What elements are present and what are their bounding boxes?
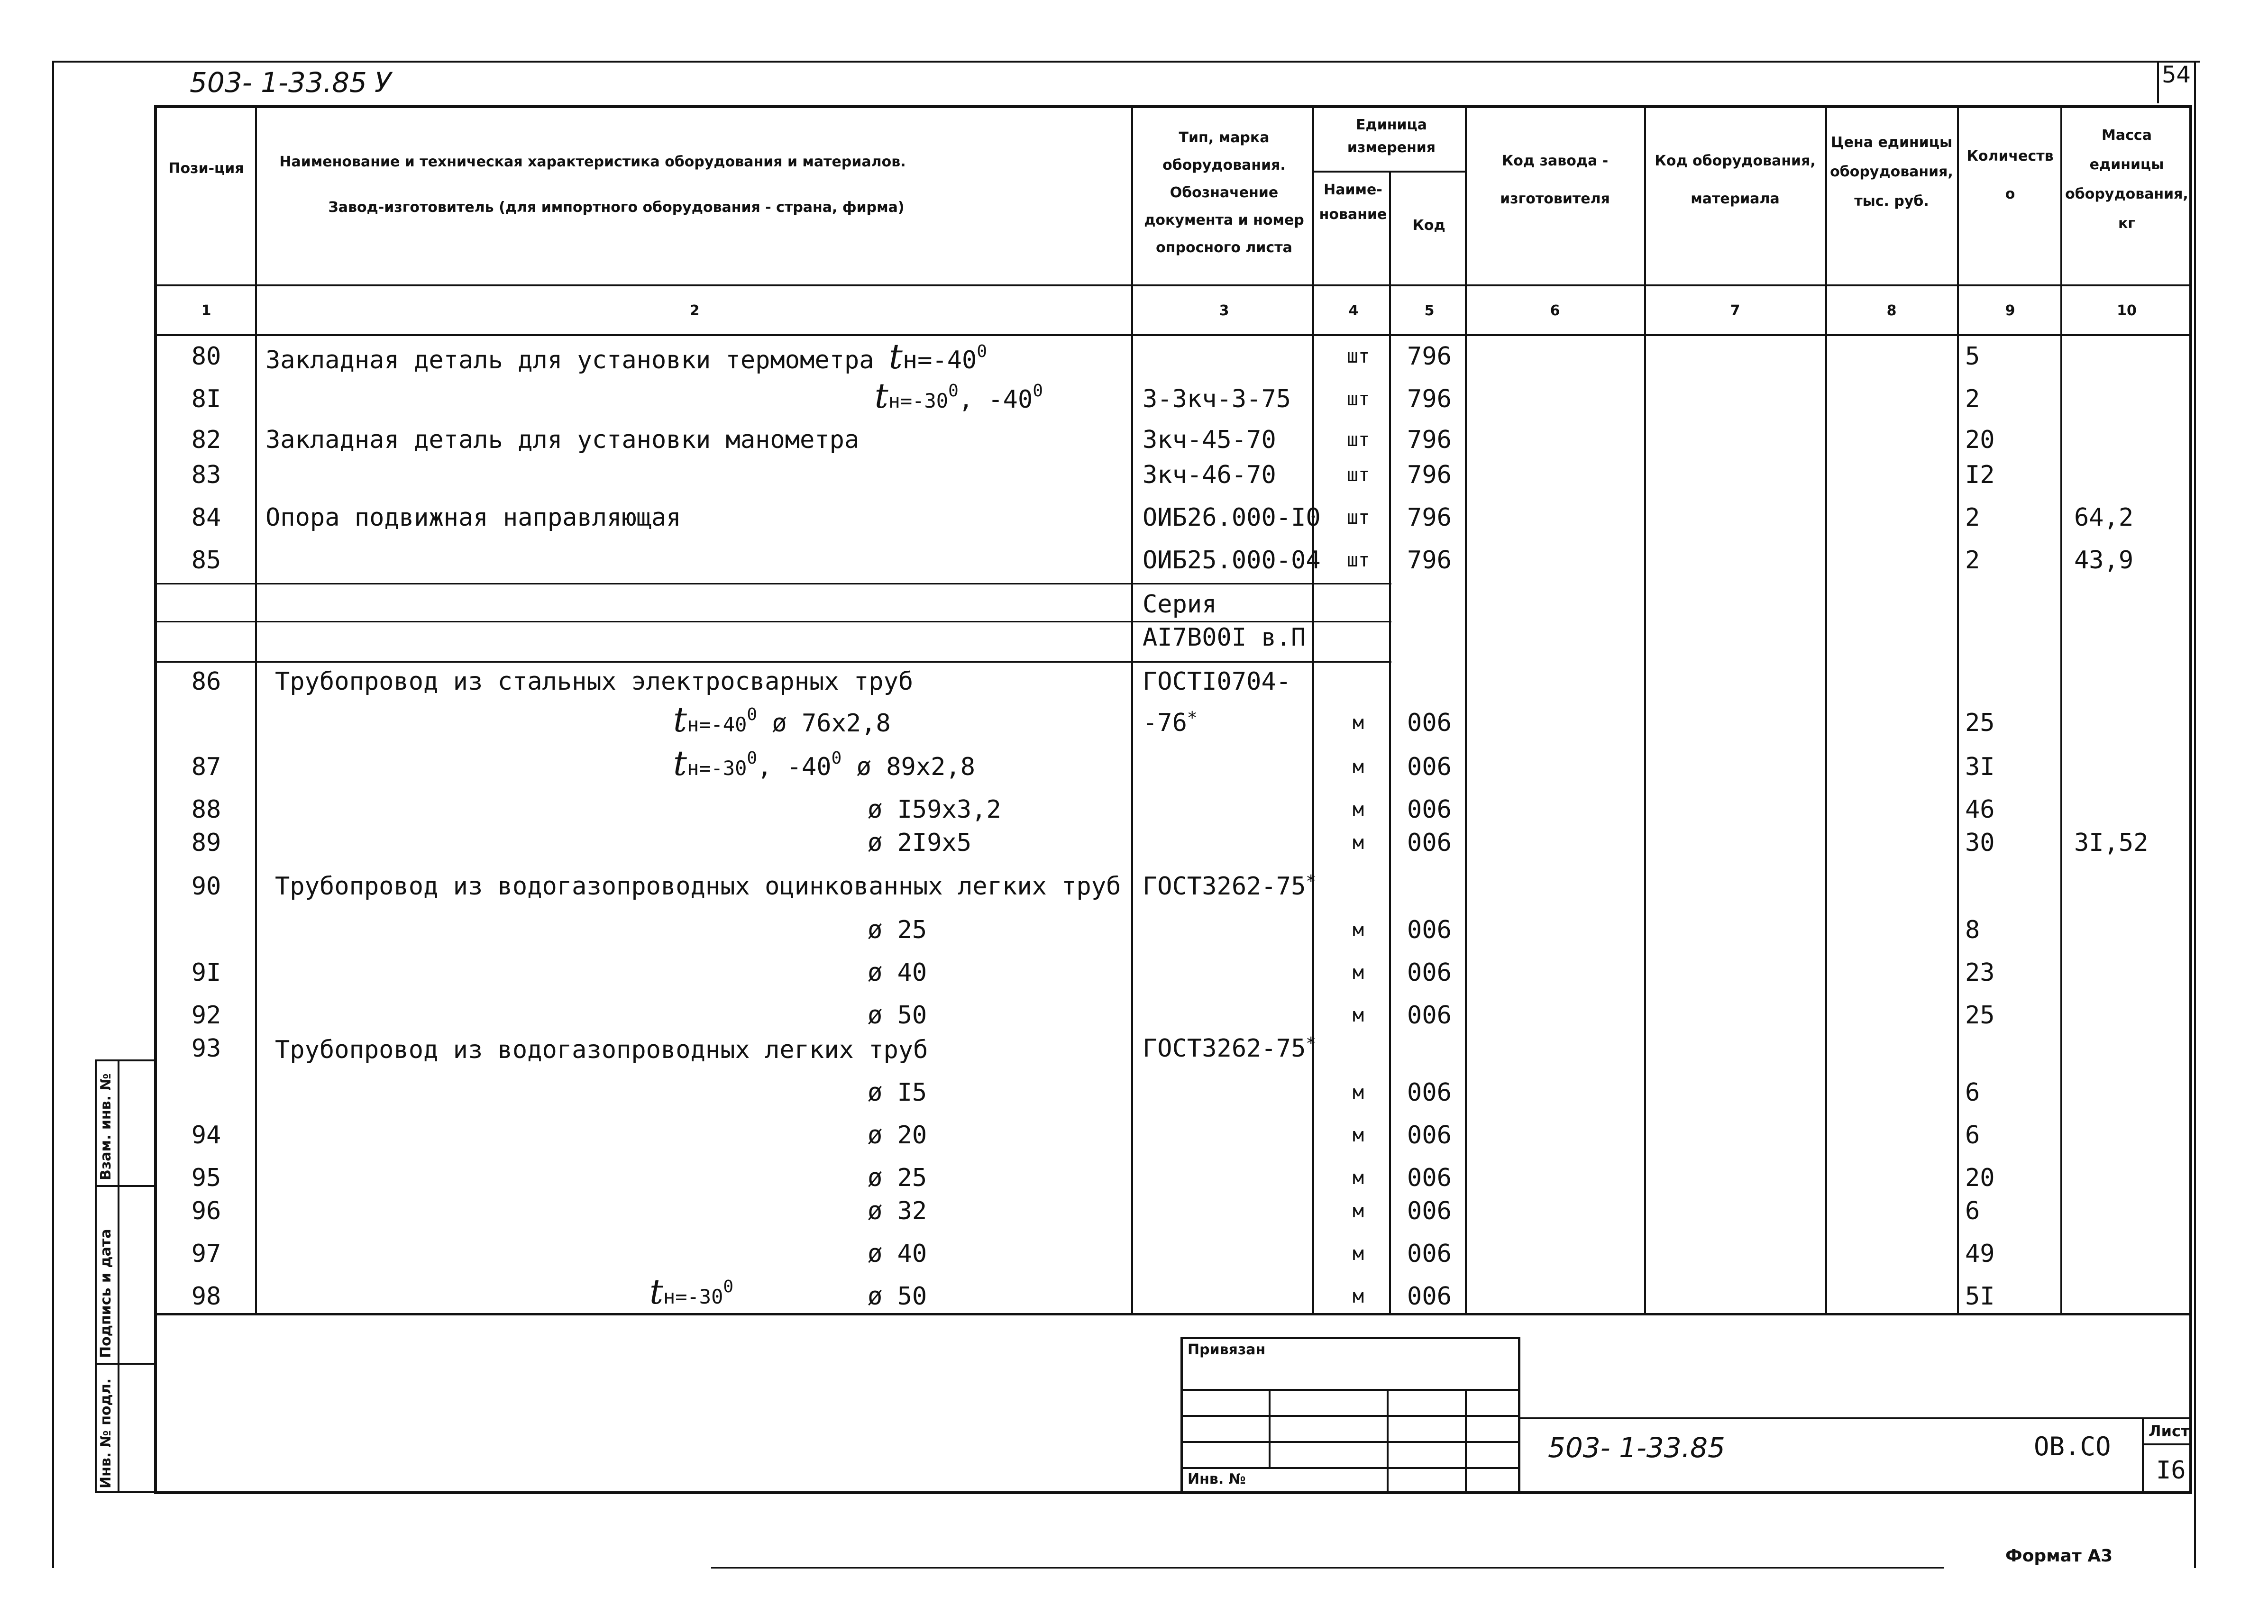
row-95-dia: ø 25 [868, 1164, 927, 1192]
row-98-dia: ø 50 [868, 1282, 927, 1311]
row-90a-qty: 8 [1965, 916, 1980, 944]
row-88-qty: 46 [1965, 795, 1995, 824]
stamp-inv-label: Инв. № [1188, 1471, 1246, 1487]
footer-line [711, 1567, 1944, 1569]
title-sheet-code: ОВ.СО [2034, 1432, 2111, 1461]
row-83-qty: I2 [1965, 461, 1995, 489]
side-bottom [95, 1491, 155, 1493]
page-number: 54 [2162, 62, 2191, 88]
header-doc: Тип, марка оборудования. Обозначение документа и номер опросного листа [1144, 129, 1304, 256]
row-93a-dia: ø I5 [868, 1078, 927, 1107]
right-frame-line [2194, 61, 2196, 1568]
table-top-border [154, 105, 2191, 108]
row-98-qty: 5I [1965, 1282, 1995, 1311]
col-line-6 [1644, 105, 1646, 1314]
row-80-pos: 80 [191, 342, 221, 371]
stamp-row-2 [1180, 1415, 1519, 1417]
row-93a-unit: м [1352, 1082, 1364, 1104]
side-top [95, 1059, 155, 1061]
stamp-attached-label: Привязан [1188, 1341, 1266, 1358]
top-code: 503- 1-33.85 [190, 66, 367, 99]
header-unit-name: Наиме-нование [1319, 182, 1387, 223]
row-95-qty: 20 [1965, 1164, 1995, 1192]
row-line [154, 583, 1391, 584]
row-95-pos: 95 [191, 1164, 221, 1192]
col-number-2: 2 [689, 302, 700, 319]
row-90a-code: 006 [1407, 916, 1452, 944]
header-equipment-code: Код оборудования, материала [1655, 153, 1816, 207]
row-92-dia: ø 50 [868, 1001, 927, 1030]
row-series-number: АI7В00I в.П [1143, 623, 1306, 652]
col-number-7: 7 [1730, 302, 1740, 319]
col-number-1: 1 [201, 302, 211, 319]
header-quantity: Количество [1966, 148, 2054, 202]
row-88-dia: ø I59x3,2 [868, 795, 1001, 824]
col-number-6: 6 [1550, 302, 1560, 319]
row-87-name: $tн=-30^0$, $-40^0$ ø 89x2,8 [673, 743, 976, 783]
sheet-box-left [2142, 1417, 2144, 1493]
row-86-pos: 86 [191, 667, 221, 696]
stamp-row-1 [1180, 1389, 1519, 1391]
top-mark: У [375, 66, 392, 99]
header-position: Пози-ция [168, 160, 244, 177]
stamp-col-1 [1269, 1389, 1271, 1467]
row-88-unit: м [1352, 799, 1364, 821]
row-84-name: Опора подвижная направляющая [265, 503, 681, 532]
col-number-5: 5 [1424, 302, 1435, 319]
row-96-dia: ø 32 [868, 1197, 927, 1225]
col-line-5 [1465, 105, 1467, 1314]
side-mid [118, 1059, 119, 1493]
row-89-dia: ø 2I9x5 [868, 829, 972, 857]
row-98-code: 006 [1407, 1282, 1452, 1311]
header-name-line2: Завод-изготовитель (для импортного оборудования - страна, фирма) [328, 199, 905, 216]
row-98-unit: м [1352, 1286, 1364, 1307]
row-89-mass: 3I,52 [2074, 829, 2149, 857]
stamp-col-3 [1465, 1389, 1467, 1492]
row-85-code: 796 [1407, 546, 1452, 575]
row-80-name: Закладная деталь для установки термометра $tн=-40^0$ [265, 337, 988, 376]
row-90-name: Трубопровод из водогазопроводных оцинкованных легких труб [275, 872, 1121, 901]
row-93-pos: 93 [191, 1034, 221, 1063]
side-sep-1 [95, 1185, 155, 1187]
footer-format: Формат А3 [2005, 1546, 2113, 1566]
unit-subheader-line [1312, 171, 1466, 173]
col-number-3: 3 [1219, 302, 1229, 319]
row-86a-unit: м [1352, 712, 1364, 734]
row-85-mass: 43,9 [2074, 546, 2134, 575]
row-97-qty: 49 [1965, 1240, 1995, 1268]
row-81-doc: 3-3кч-3-75 [1143, 385, 1291, 413]
row-98-pos: 98 [191, 1282, 221, 1311]
row-94-qty: 6 [1965, 1121, 1980, 1150]
row-89-pos: 89 [191, 829, 221, 857]
stamp-col-2 [1387, 1389, 1389, 1492]
row-82-pos: 82 [191, 426, 221, 454]
table-bottom-border [154, 1491, 2191, 1494]
row-96-code: 006 [1407, 1197, 1452, 1225]
row-line [154, 661, 1391, 663]
side-inv-podl: Инв. № подл. [98, 1378, 114, 1488]
sheet-box-mid [2142, 1443, 2190, 1445]
title-block-top [1519, 1417, 2190, 1419]
row-series-doc: Серия [1143, 590, 1217, 619]
row-98-t: $tн=-30^0$ [649, 1272, 734, 1312]
stamp-top [1180, 1337, 1519, 1339]
row-83-pos: 83 [191, 461, 221, 489]
row-95-code: 006 [1407, 1164, 1452, 1192]
row-93a-qty: 6 [1965, 1078, 1980, 1107]
row-80-unit: шт [1346, 346, 1370, 367]
rows-bottom-line [154, 1313, 2191, 1315]
number-row-bottom-line [154, 334, 2191, 336]
row-93-name: Трубопровод из водогазопроводных легких труб [275, 1036, 928, 1064]
col-line-7 [1825, 105, 1827, 1314]
row-91-pos: 9I [191, 958, 221, 987]
row-86-name: Трубопровод из стальных электросварных труб [275, 667, 914, 696]
header-factory-code: Код завода - изготовителя [1500, 153, 1610, 207]
row-91-code: 006 [1407, 958, 1452, 987]
row-84-unit: шт [1346, 507, 1370, 529]
col-number-8: 8 [1886, 302, 1897, 319]
row-90-doc: ГОСТ3262-75* [1143, 872, 1317, 901]
row-96-unit: м [1352, 1200, 1364, 1222]
row-86a-doc: -76* [1143, 708, 1198, 737]
page-number-box-left [2157, 61, 2159, 103]
row-93-doc: ГОСТ3262-75* [1143, 1034, 1317, 1063]
row-82-name: Закладная деталь для установки манометра [265, 426, 860, 454]
col-line-8 [1957, 105, 1959, 1314]
row-84-qty: 2 [1965, 503, 1980, 532]
col-number-9: 9 [2005, 302, 2015, 319]
row-87-unit: м [1352, 756, 1364, 778]
row-87-qty: 3I [1965, 753, 1995, 781]
row-89-code: 006 [1407, 829, 1452, 857]
row-90a-dia: ø 25 [868, 916, 927, 944]
row-97-code: 006 [1407, 1240, 1452, 1268]
col-line-2 [1131, 105, 1133, 1314]
side-left [95, 1059, 97, 1493]
row-97-unit: м [1352, 1243, 1364, 1265]
table-right-border [2189, 105, 2192, 1494]
header-mass: Масса единицы оборудования, кг [2065, 127, 2188, 232]
row-96-qty: 6 [1965, 1197, 1980, 1225]
row-82-qty: 20 [1965, 426, 1995, 454]
row-90-pos: 90 [191, 872, 221, 901]
row-91-unit: м [1352, 962, 1364, 984]
stamp-row-3 [1180, 1441, 1519, 1443]
row-85-qty: 2 [1965, 546, 1980, 575]
row-87-pos: 87 [191, 753, 221, 781]
header-unit-code: Код [1412, 217, 1445, 234]
header-bottom-line [154, 284, 2191, 286]
title-code: 503- 1-33.85 [1548, 1432, 1725, 1464]
row-83-unit: шт [1346, 464, 1370, 486]
row-93a-code: 006 [1407, 1078, 1452, 1107]
row-91-dia: ø 40 [868, 958, 927, 987]
row-88-pos: 88 [191, 795, 221, 824]
side-replace-inv: Взам. инв. № [98, 1073, 114, 1180]
row-83-code: 796 [1407, 461, 1452, 489]
row-81-name: $tн=-30^0$, $-40^0$ [874, 376, 1043, 416]
top-frame-line [52, 61, 2200, 63]
row-92-unit: м [1352, 1004, 1364, 1026]
row-81-code: 796 [1407, 385, 1452, 413]
col-number-10: 10 [2117, 302, 2137, 319]
row-81-qty: 2 [1965, 385, 1980, 413]
stamp-row-4 [1180, 1467, 1519, 1469]
sheet-number: I6 [2156, 1456, 2186, 1485]
row-96-pos: 96 [191, 1197, 221, 1225]
sheet-label: Лист [2149, 1422, 2190, 1440]
row-97-dia: ø 40 [868, 1240, 927, 1268]
row-80-qty: 5 [1965, 342, 1980, 371]
row-81-unit: шт [1346, 388, 1370, 410]
col-number-4: 4 [1348, 302, 1359, 319]
row-81-pos: 8I [191, 385, 221, 413]
row-85-doc: ОИБ25.000-04 [1143, 546, 1321, 575]
row-89-qty: 30 [1965, 829, 1995, 857]
row-90a-unit: м [1352, 919, 1364, 941]
row-84-doc: ОИБ26.000-I0 [1143, 503, 1321, 532]
row-86a-qty: 25 [1965, 709, 1995, 737]
row-91-qty: 23 [1965, 958, 1995, 987]
row-87-code: 006 [1407, 753, 1452, 781]
left-frame-line [52, 61, 54, 1568]
row-84-code: 796 [1407, 503, 1452, 532]
row-92-code: 006 [1407, 1001, 1452, 1030]
row-95-unit: м [1352, 1167, 1364, 1189]
col-line-9 [2060, 105, 2062, 1314]
row-86a-name: $tн=-40^0$ ø 76x2,8 [673, 700, 891, 739]
row-82-doc: 3кч-45-70 [1143, 426, 1276, 454]
row-94-unit: м [1352, 1124, 1364, 1146]
row-83-doc: 3кч-46-70 [1143, 461, 1276, 489]
row-85-unit: шт [1346, 549, 1370, 571]
header-price: Цена единицы оборудования, тыс. руб. [1830, 134, 1953, 210]
row-94-dia: ø 20 [868, 1121, 927, 1150]
row-89-unit: м [1352, 832, 1364, 854]
row-84-mass: 64,2 [2074, 503, 2134, 532]
row-86-doc: ГОСТI0704- [1143, 667, 1291, 696]
row-97-pos: 97 [191, 1240, 221, 1268]
row-82-unit: шт [1346, 429, 1370, 451]
row-82-code: 796 [1407, 426, 1452, 454]
row-94-code: 006 [1407, 1121, 1452, 1150]
row-88-code: 006 [1407, 795, 1452, 824]
header-unit: Единица измерения [1347, 117, 1436, 156]
row-86a-code: 006 [1407, 709, 1452, 737]
row-85-pos: 85 [191, 546, 221, 575]
row-80-code: 796 [1407, 342, 1452, 371]
side-sep-2 [95, 1363, 155, 1365]
row-92-qty: 25 [1965, 1001, 1995, 1030]
row-92-pos: 92 [191, 1001, 221, 1030]
row-84-pos: 84 [191, 503, 221, 532]
row-94-pos: 94 [191, 1121, 221, 1150]
row-line [154, 621, 1391, 622]
side-signature-date: Подпись и дата [98, 1229, 114, 1358]
header-name-line1: Наименование и техническая характеристика оборудования и материалов. [279, 154, 906, 170]
